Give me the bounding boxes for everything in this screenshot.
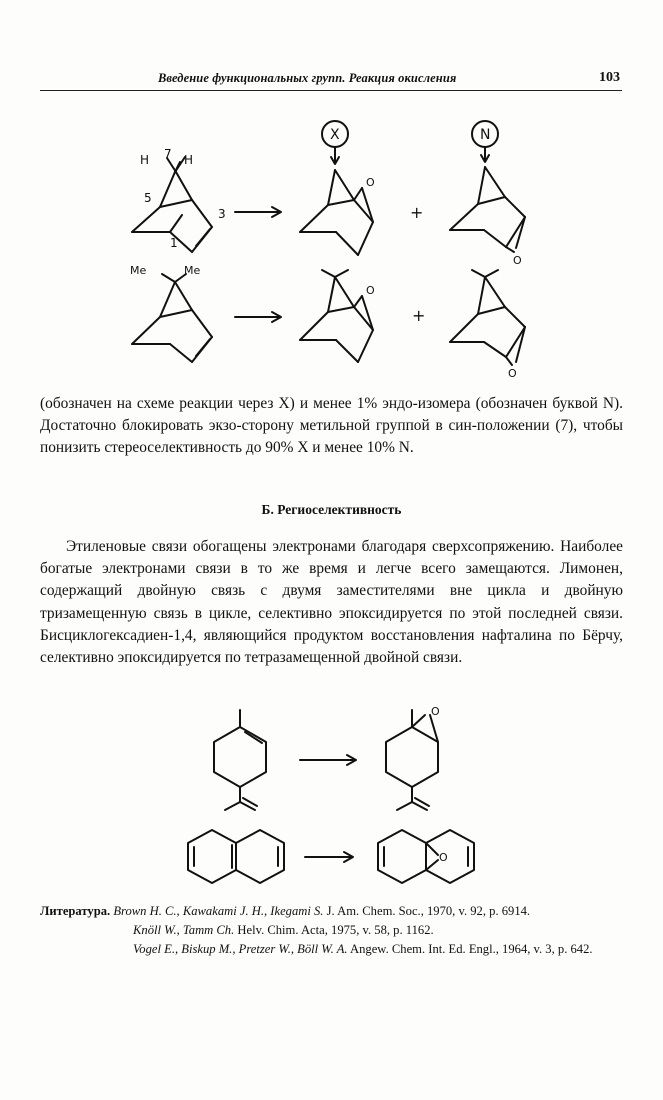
- label-o-diene: O: [439, 851, 448, 864]
- literature-lead: Литература.: [40, 904, 111, 918]
- label-x: X: [330, 127, 340, 143]
- reference-authors: Knöll W., Tamm Ch.: [133, 923, 235, 937]
- birch-diene-structure: [188, 830, 284, 883]
- reference-source: J. Am. Chem. Soc., 1970, v. 92, p. 6914.: [326, 904, 531, 918]
- label-c5: 5: [144, 191, 152, 205]
- exo-epoxide-product: [300, 170, 373, 255]
- reference-authors: Vogel E., Biskup M., Pretzer W., Böll W. A.: [133, 942, 348, 956]
- label-o-4: O: [508, 367, 517, 380]
- diene-epoxide-structure: [378, 830, 474, 883]
- plus-sign-1: +: [410, 203, 424, 222]
- norbornene-epoxidation-scheme: [100, 112, 580, 387]
- label-h-left: H: [140, 153, 150, 167]
- reference-source: Angew. Chem. Int. Ed. Engl., 1964, v. 3, p. 642.: [350, 942, 593, 956]
- reference-1: [40, 902, 630, 921]
- label-me-right: Me: [184, 264, 201, 277]
- label-o-2: O: [513, 254, 522, 267]
- label-n: N: [480, 127, 491, 143]
- limonene-epoxidation-scheme: [180, 705, 500, 890]
- label-c1: 1: [170, 236, 178, 250]
- paragraph-regioselectivity: Этиленовые связи обогащены электронами благодаря сверхсопряжению. Наиболее богатые электронами связи в то же время и легче всего замещаются. Лимонен, содержащий двойную связь с двумя заместителями вне цикла и двойную тризамещенную связь в цикле, селективно эпоксидируется по этой последней связи. Бисциклогексадиен-1,4, являющийся продуктом восстановления нафталина по Бёрчу, селективно эпоксидируется по тетразамещенной двойной связи.: [40, 538, 623, 667]
- dimethyl-norbornene-structure: [132, 274, 212, 362]
- limonene-structure: [214, 710, 266, 810]
- reference-2: [40, 921, 630, 940]
- page-number: 103: [599, 70, 620, 85]
- label-o-limonene: O: [431, 705, 440, 718]
- plus-sign-2: +: [412, 306, 426, 325]
- running-header: [40, 68, 622, 91]
- label-me-left: Me: [130, 264, 147, 277]
- section-heading: Б. Региоселективность: [261, 502, 402, 517]
- limonene-epoxide-structure: [386, 710, 438, 810]
- endo-epoxide-product-2: [450, 270, 525, 365]
- label-o-3: O: [366, 284, 375, 297]
- paragraph-stereoselectivity: (обозначен на схеме реакции через X) и менее 1% эндо-изомера (обозначен буквой N). Достаточно блокировать экзо-сторону метильной группой в син-положении (7), чтобы понизить стереоселективность до 90% X и менее 10% N.: [40, 395, 623, 457]
- endo-epoxide-product: [450, 167, 525, 252]
- reference-3: [40, 940, 630, 959]
- reference-source: Helv. Chim. Acta, 1975, v. 58, p. 1162.: [237, 923, 434, 937]
- label-o-1: O: [366, 176, 375, 189]
- literature-references: [40, 902, 630, 959]
- label-h-right: H: [184, 153, 194, 167]
- label-c3: 3: [218, 207, 226, 221]
- reference-authors: Brown H. C., Kawakami J. H., Ikegami S.: [113, 904, 324, 918]
- exo-epoxide-product-2: [300, 270, 373, 362]
- label-c7: 7: [164, 147, 172, 161]
- header-title: Введение функциональных групп. Реакция окисления: [158, 71, 457, 85]
